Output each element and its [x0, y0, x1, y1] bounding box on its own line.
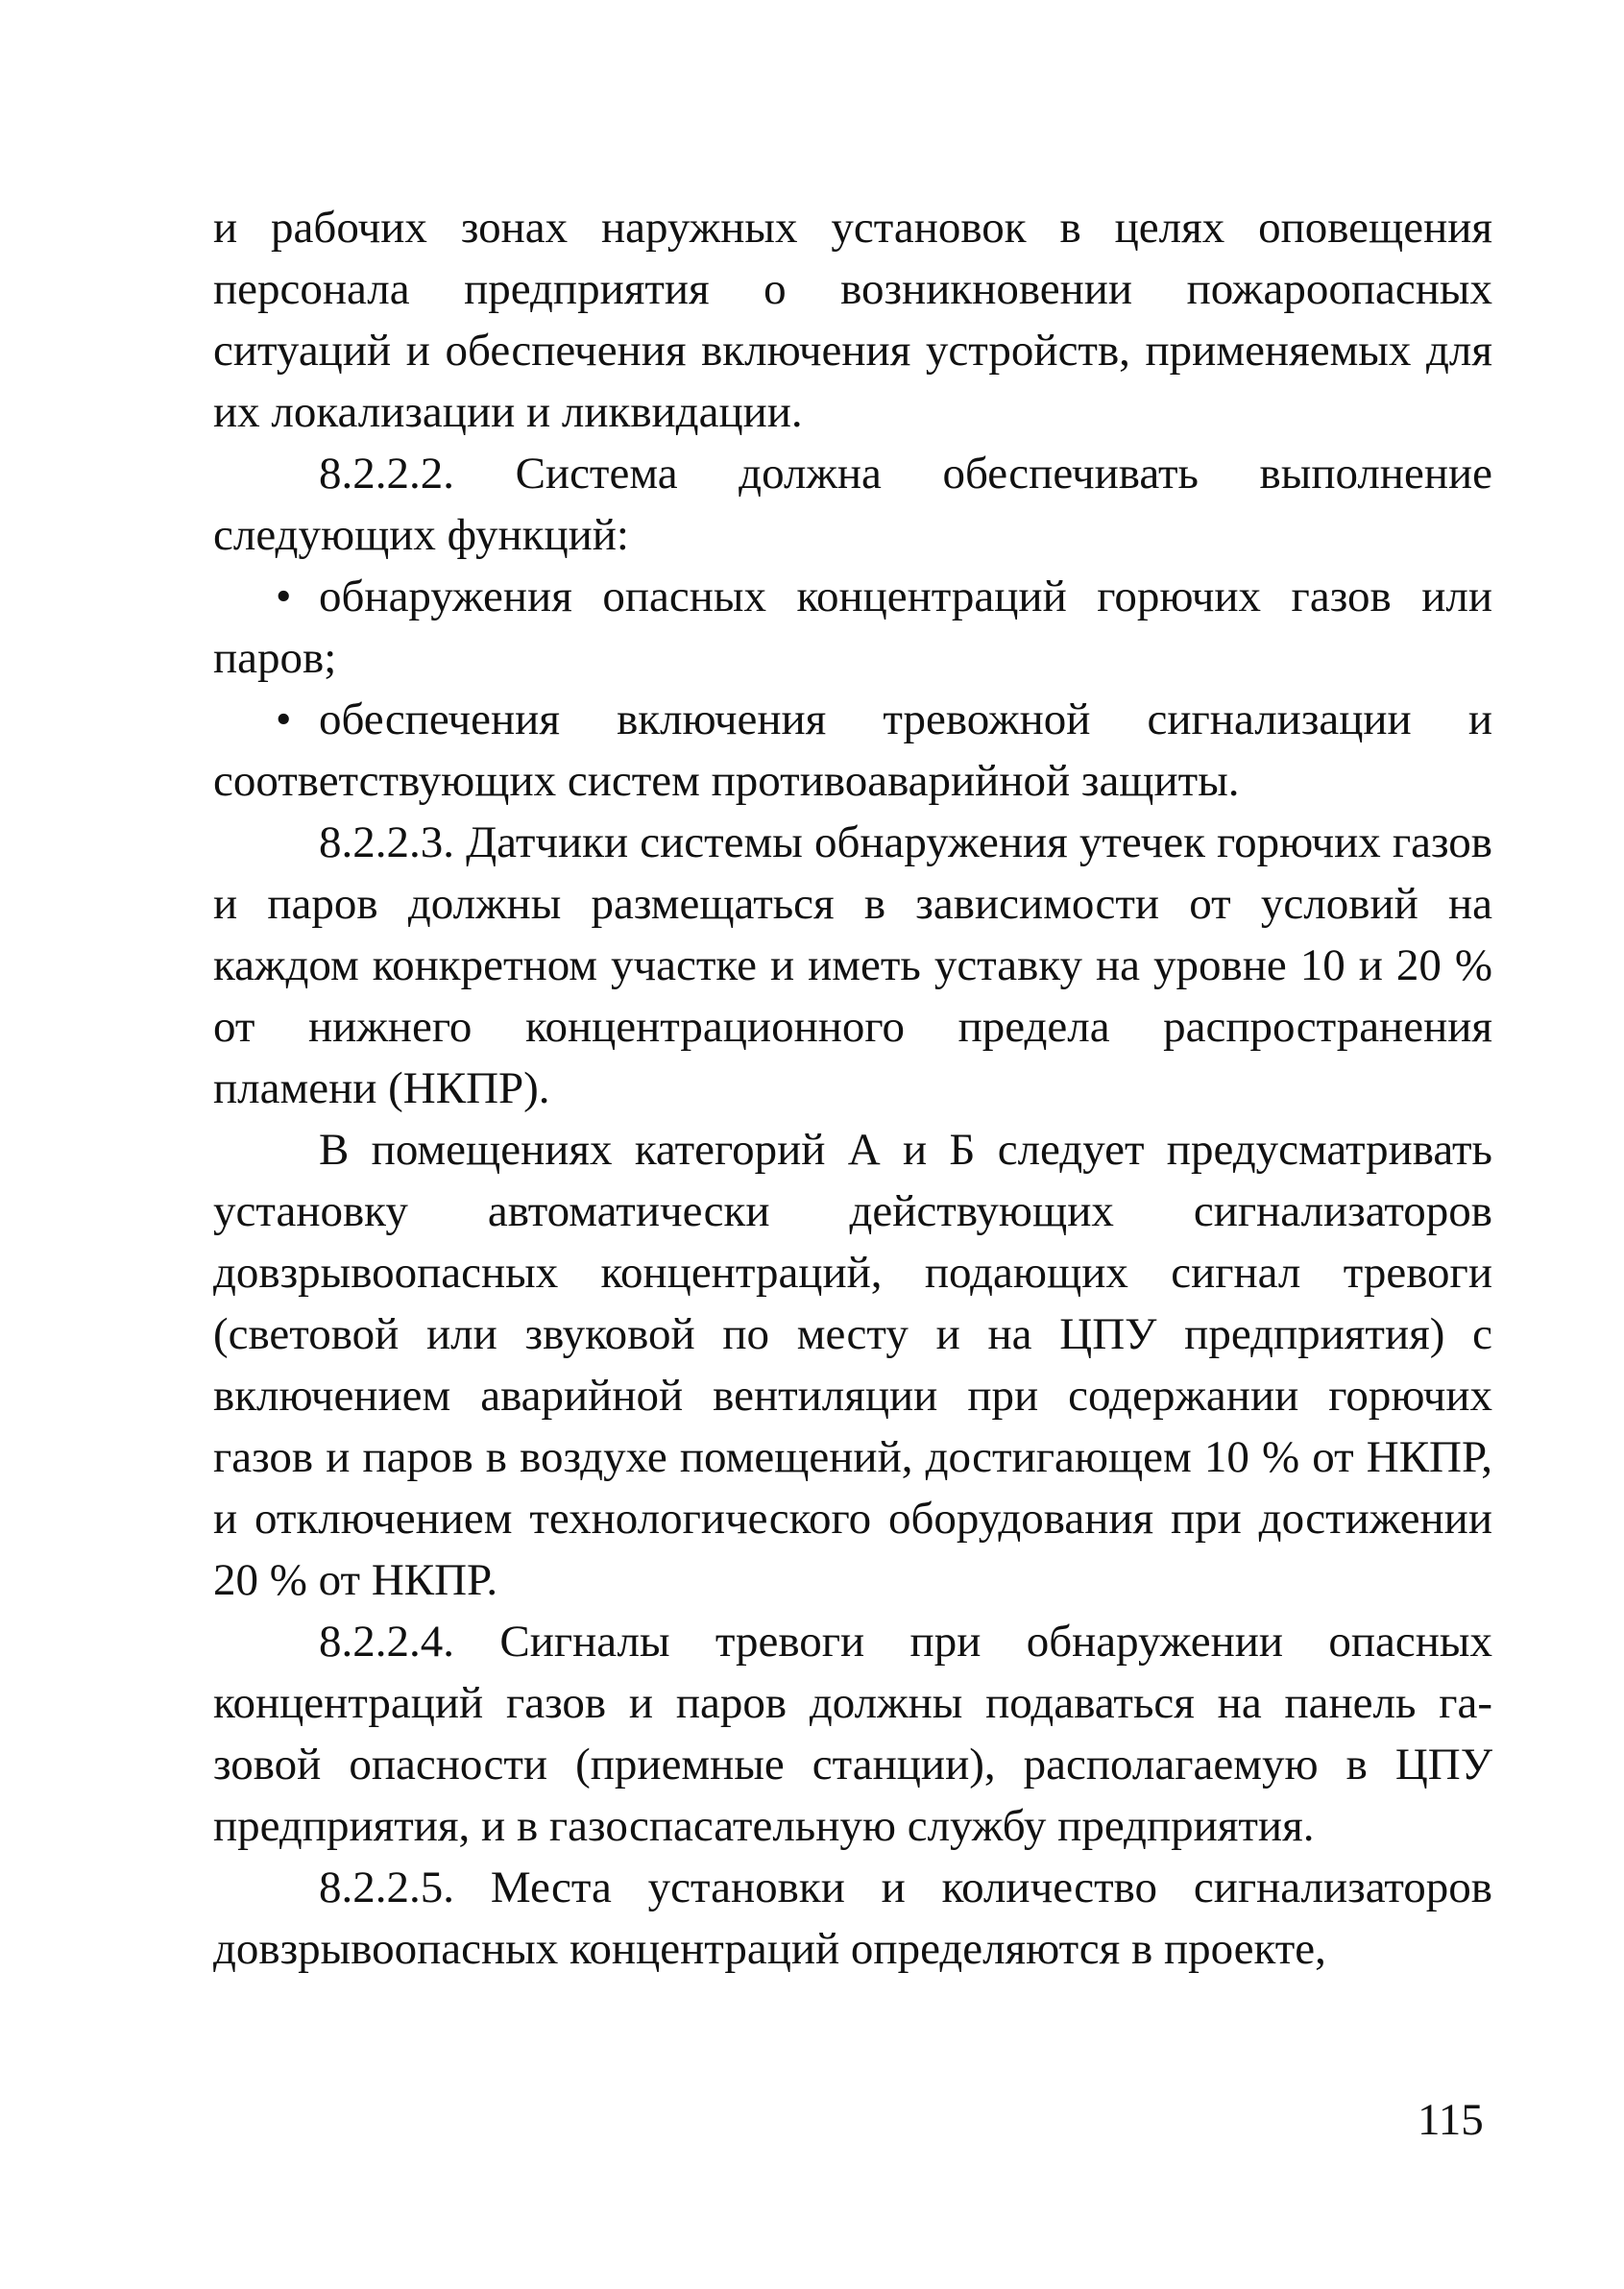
paragraph-8-2-2-4: 8.2.2.4. Сигналы тревоги при обнаружении опасных концентраций газов и паров должны подаваться на панель газовой опасности (приемные станции), располагаемую в ЦПУ предприятия, и в газоспасательную службу предприятия. [213, 1617, 1492, 1851]
paragraph-8-2-2-3: 8.2.2.3. Датчики системы обнаружения утечек горючих газов и паров должны размещаться в зависимости от условий на каждом конкретном участке и иметь уставку на уровне 10 и 20 % от нижнего концентрационного предела распространения пламени (НКПР). [213, 817, 1492, 1113]
bullet-icon: • [276, 572, 292, 621]
bullet-item-detection [213, 566, 1492, 689]
bullet-item-text: обеспечения включения тревожной сигнализации и соответствующих систем противоаварийной защиты. [213, 694, 1492, 806]
page-body [213, 197, 1492, 1980]
paragraph-8-2-2-5: 8.2.2.5. Места установки и количество сигнализаторов довзрывоопасных концентраций определяются в проекте, [213, 1863, 1492, 1974]
bullet-icon: • [276, 694, 292, 744]
paragraph-8-2-2-2: 8.2.2.2. Система должна обеспечивать выполнение следующих функций: [213, 449, 1492, 560]
page-number: 115 [1418, 2095, 1484, 2145]
bullet-item-alarm [213, 689, 1492, 812]
paragraph-continuation: и рабочих зонах наружных установок в целях оповещения персонала предприятия о возникновении пожароопасных ситуаций и обеспечения включения устройств, применяемых для их локализации и ликвидации. [213, 203, 1492, 437]
bullet-item-text: обнаружения опасных концентраций горючих газов или паров; [213, 572, 1492, 683]
paragraph-category-rooms: В помещениях категорий А и Б следует предусматривать установку автоматически действующих сигнализаторов довзрывоопасных концентраций, подающих сигнал тревоги (световой или звуковой по месту и на ЦПУ предприятия) с включением аварийной вентиляции при содержании горючих газов и паров в воздухе помещений, достигающем 10 % от НКПР, и отключением технологического оборудования при достижении 20 % от НКПР. [213, 1125, 1492, 1605]
